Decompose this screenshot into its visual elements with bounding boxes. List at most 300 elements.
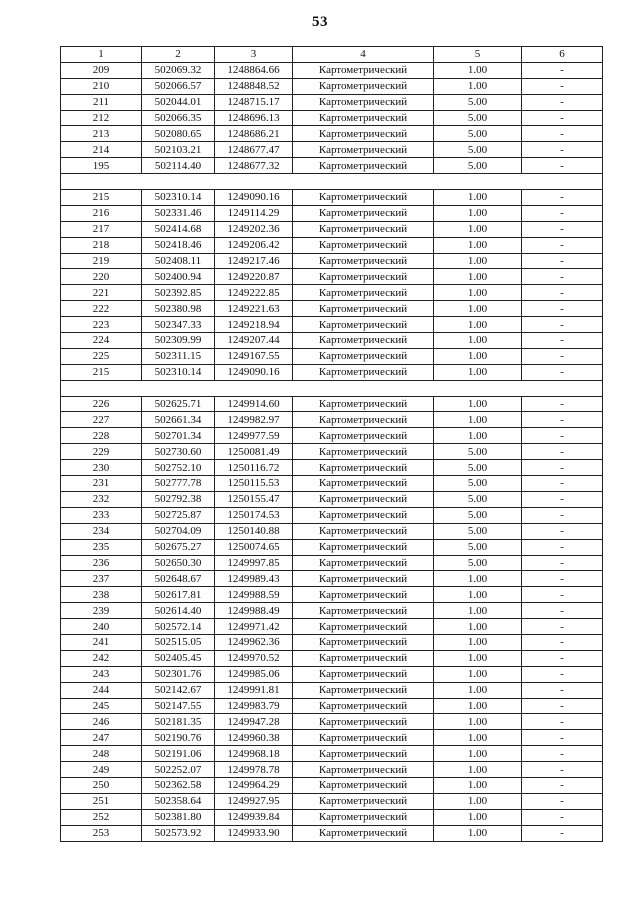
table-row — [61, 555, 603, 571]
cell-point-number: 216 — [61, 205, 142, 221]
cell-x: 502147.55 — [142, 698, 215, 714]
cell-y: 1250174.53 — [215, 507, 293, 523]
cell-accuracy: 1.00 — [434, 777, 522, 793]
cell-point-number: 242 — [61, 650, 142, 666]
cell-point-number: 245 — [61, 698, 142, 714]
cell-method: Картометрический — [293, 205, 434, 221]
cell-note: - — [522, 269, 603, 285]
cell-note: - — [522, 746, 603, 762]
table-row — [61, 285, 603, 301]
table-row — [61, 666, 603, 682]
cell-x: 502418.46 — [142, 237, 215, 253]
table-row — [61, 634, 603, 650]
table-row — [61, 110, 603, 126]
table-row — [61, 301, 603, 317]
cell-method: Картометрический — [293, 221, 434, 237]
cell-point-number: 221 — [61, 285, 142, 301]
cell-accuracy: 5.00 — [434, 539, 522, 555]
cell-point-number: 252 — [61, 809, 142, 825]
cell-y: 1249968.18 — [215, 746, 293, 762]
cell-method: Картометрический — [293, 269, 434, 285]
cell-note: - — [522, 587, 603, 603]
cell-y: 1249982.97 — [215, 412, 293, 428]
cell-accuracy: 1.00 — [434, 348, 522, 364]
cell-accuracy: 1.00 — [434, 809, 522, 825]
cell-y: 1249960.38 — [215, 730, 293, 746]
cell-method: Картометрический — [293, 317, 434, 333]
cell-accuracy: 1.00 — [434, 714, 522, 730]
cell-method: Картометрический — [293, 714, 434, 730]
cell-point-number: 249 — [61, 762, 142, 778]
cell-accuracy: 1.00 — [434, 285, 522, 301]
cell-y: 1250074.65 — [215, 539, 293, 555]
cell-x: 502617.81 — [142, 587, 215, 603]
cell-point-number: 240 — [61, 619, 142, 635]
cell-note: - — [522, 396, 603, 412]
cell-point-number: 237 — [61, 571, 142, 587]
cell-y: 1249167.55 — [215, 348, 293, 364]
cell-point-number: 214 — [61, 142, 142, 158]
cell-x: 502675.27 — [142, 539, 215, 555]
cell-y: 1249202.36 — [215, 221, 293, 237]
cell-accuracy: 1.00 — [434, 364, 522, 380]
cell-method: Картометрический — [293, 460, 434, 476]
table-row — [61, 491, 603, 507]
table-row — [61, 507, 603, 523]
cell-x: 502414.68 — [142, 221, 215, 237]
cell-method: Картометрический — [293, 364, 434, 380]
cell-y: 1249206.42 — [215, 237, 293, 253]
cell-accuracy: 5.00 — [434, 491, 522, 507]
cell-x: 502301.76 — [142, 666, 215, 682]
cell-method: Картометрический — [293, 523, 434, 539]
cell-x: 502777.78 — [142, 476, 215, 492]
cell-point-number: 247 — [61, 730, 142, 746]
cell-point-number: 223 — [61, 317, 142, 333]
cell-point-number: 250 — [61, 777, 142, 793]
cell-note: - — [522, 78, 603, 94]
cell-accuracy: 5.00 — [434, 555, 522, 571]
cell-note: - — [522, 142, 603, 158]
cell-point-number: 217 — [61, 221, 142, 237]
cell-accuracy: 1.00 — [434, 78, 522, 94]
table-row — [61, 603, 603, 619]
cell-y: 1249977.59 — [215, 428, 293, 444]
cell-method: Картометрический — [293, 428, 434, 444]
cell-accuracy: 1.00 — [434, 666, 522, 682]
cell-point-number: 213 — [61, 126, 142, 142]
cell-y: 1249985.06 — [215, 666, 293, 682]
table-row — [61, 428, 603, 444]
cell-note: - — [522, 110, 603, 126]
cell-accuracy: 1.00 — [434, 62, 522, 78]
cell-note: - — [522, 762, 603, 778]
table-row — [61, 62, 603, 78]
cell-x: 502142.67 — [142, 682, 215, 698]
cell-accuracy: 1.00 — [434, 587, 522, 603]
cell-y: 1249090.16 — [215, 364, 293, 380]
table-row — [61, 348, 603, 364]
cell-y: 1248848.52 — [215, 78, 293, 94]
cell-point-number: 246 — [61, 714, 142, 730]
cell-method: Картометрический — [293, 650, 434, 666]
cell-y: 1248715.17 — [215, 94, 293, 110]
cell-y: 1249222.85 — [215, 285, 293, 301]
cell-note: - — [522, 126, 603, 142]
table-row — [61, 396, 603, 412]
column-header-point-number: 1 — [61, 47, 142, 63]
cell-note: - — [522, 619, 603, 635]
cell-y: 1249978.78 — [215, 762, 293, 778]
cell-method: Картометрический — [293, 746, 434, 762]
cell-accuracy: 1.00 — [434, 396, 522, 412]
cell-accuracy: 1.00 — [434, 793, 522, 809]
table-row — [61, 809, 603, 825]
cell-accuracy: 5.00 — [434, 444, 522, 460]
cell-point-number: 232 — [61, 491, 142, 507]
cell-y: 1250140.88 — [215, 523, 293, 539]
cell-y: 1249964.29 — [215, 777, 293, 793]
cell-accuracy: 1.00 — [434, 237, 522, 253]
table-row — [61, 205, 603, 221]
cell-accuracy: 1.00 — [434, 825, 522, 841]
cell-accuracy: 1.00 — [434, 205, 522, 221]
cell-method: Картометрический — [293, 301, 434, 317]
table-row — [61, 650, 603, 666]
table-row — [61, 698, 603, 714]
cell-method: Картометрический — [293, 190, 434, 206]
cell-accuracy: 5.00 — [434, 158, 522, 174]
cell-accuracy: 1.00 — [434, 221, 522, 237]
cell-method: Картометрический — [293, 587, 434, 603]
cell-point-number: 210 — [61, 78, 142, 94]
cell-point-number: 225 — [61, 348, 142, 364]
cell-method: Картометрический — [293, 682, 434, 698]
table-body — [61, 62, 603, 841]
cell-y: 1249988.59 — [215, 587, 293, 603]
cell-x: 502347.33 — [142, 317, 215, 333]
cell-x: 502331.46 — [142, 205, 215, 221]
cell-y: 1249947.28 — [215, 714, 293, 730]
cell-x: 502405.45 — [142, 650, 215, 666]
cell-y: 1248686.21 — [215, 126, 293, 142]
table-row — [61, 825, 603, 841]
cell-accuracy: 5.00 — [434, 110, 522, 126]
table-header — [61, 47, 603, 63]
cell-accuracy: 5.00 — [434, 94, 522, 110]
cell-note: - — [522, 682, 603, 698]
cell-x: 502191.06 — [142, 746, 215, 762]
cell-point-number: 195 — [61, 158, 142, 174]
cell-note: - — [522, 285, 603, 301]
cell-point-number: 220 — [61, 269, 142, 285]
cell-note: - — [522, 777, 603, 793]
cell-y: 1249989.43 — [215, 571, 293, 587]
table-row — [61, 539, 603, 555]
cell-accuracy: 5.00 — [434, 142, 522, 158]
cell-note: - — [522, 491, 603, 507]
cell-x: 502648.67 — [142, 571, 215, 587]
cell-y: 1250155.47 — [215, 491, 293, 507]
cell-note: - — [522, 634, 603, 650]
cell-x: 502066.57 — [142, 78, 215, 94]
cell-note: - — [522, 428, 603, 444]
separator-cell — [61, 380, 603, 396]
cell-method: Картометрический — [293, 730, 434, 746]
cell-x: 502752.10 — [142, 460, 215, 476]
cell-accuracy: 1.00 — [434, 619, 522, 635]
cell-note: - — [522, 476, 603, 492]
table-row — [61, 126, 603, 142]
cell-accuracy: 1.00 — [434, 698, 522, 714]
cell-y: 1249991.81 — [215, 682, 293, 698]
cell-method: Картометрический — [293, 285, 434, 301]
table-row — [61, 762, 603, 778]
cell-note: - — [522, 412, 603, 428]
cell-method: Картометрический — [293, 555, 434, 571]
cell-method: Картометрический — [293, 110, 434, 126]
cell-y: 1249970.52 — [215, 650, 293, 666]
header-row — [61, 47, 603, 63]
table-row — [61, 746, 603, 762]
column-header-note: 6 — [522, 47, 603, 63]
cell-method: Картометрический — [293, 158, 434, 174]
cell-y: 1248696.13 — [215, 110, 293, 126]
cell-accuracy: 1.00 — [434, 571, 522, 587]
cell-x: 502515.05 — [142, 634, 215, 650]
cell-method: Картометрический — [293, 809, 434, 825]
cell-point-number: 229 — [61, 444, 142, 460]
cell-method: Картометрический — [293, 507, 434, 523]
cell-accuracy: 1.00 — [434, 762, 522, 778]
cell-point-number: 215 — [61, 364, 142, 380]
cell-accuracy: 1.00 — [434, 269, 522, 285]
cell-y: 1250116.72 — [215, 460, 293, 476]
table-row — [61, 523, 603, 539]
cell-y: 1249933.90 — [215, 825, 293, 841]
cell-accuracy: 1.00 — [434, 730, 522, 746]
cell-note: - — [522, 317, 603, 333]
cell-point-number: 209 — [61, 62, 142, 78]
cell-point-number: 211 — [61, 94, 142, 110]
cell-point-number: 234 — [61, 523, 142, 539]
cell-note: - — [522, 698, 603, 714]
cell-note: - — [522, 221, 603, 237]
cell-accuracy: 1.00 — [434, 603, 522, 619]
cell-note: - — [522, 650, 603, 666]
cell-method: Картометрический — [293, 491, 434, 507]
coordinates-table — [60, 46, 603, 842]
cell-x: 502114.40 — [142, 158, 215, 174]
cell-point-number: 226 — [61, 396, 142, 412]
cell-method: Картометрический — [293, 539, 434, 555]
cell-y: 1250081.49 — [215, 444, 293, 460]
table-row — [61, 444, 603, 460]
cell-note: - — [522, 94, 603, 110]
cell-accuracy: 1.00 — [434, 634, 522, 650]
cell-point-number: 215 — [61, 190, 142, 206]
cell-x: 502310.14 — [142, 190, 215, 206]
cell-x: 502080.65 — [142, 126, 215, 142]
cell-note: - — [522, 555, 603, 571]
cell-point-number: 244 — [61, 682, 142, 698]
cell-note: - — [522, 333, 603, 349]
cell-x: 502392.85 — [142, 285, 215, 301]
cell-note: - — [522, 364, 603, 380]
column-header-y: 3 — [215, 47, 293, 63]
cell-note: - — [522, 523, 603, 539]
cell-y: 1249114.29 — [215, 205, 293, 221]
cell-note: - — [522, 571, 603, 587]
cell-x: 502572.14 — [142, 619, 215, 635]
cell-point-number: 238 — [61, 587, 142, 603]
cell-point-number: 236 — [61, 555, 142, 571]
cell-y: 1249914.60 — [215, 396, 293, 412]
cell-method: Картометрический — [293, 476, 434, 492]
cell-note: - — [522, 253, 603, 269]
separator-cell — [61, 174, 603, 190]
cell-x: 502066.35 — [142, 110, 215, 126]
cell-point-number: 239 — [61, 603, 142, 619]
cell-point-number: 219 — [61, 253, 142, 269]
cell-note: - — [522, 158, 603, 174]
cell-accuracy: 1.00 — [434, 650, 522, 666]
cell-y: 1248677.32 — [215, 158, 293, 174]
table-row — [61, 94, 603, 110]
cell-y: 1249207.44 — [215, 333, 293, 349]
cell-note: - — [522, 666, 603, 682]
cell-note: - — [522, 809, 603, 825]
cell-point-number: 224 — [61, 333, 142, 349]
cell-note: - — [522, 714, 603, 730]
cell-method: Картометрический — [293, 62, 434, 78]
cell-x: 502311.15 — [142, 348, 215, 364]
cell-method: Картометрический — [293, 126, 434, 142]
cell-point-number: 230 — [61, 460, 142, 476]
cell-method: Картометрический — [293, 237, 434, 253]
cell-method: Картометрический — [293, 634, 434, 650]
table-row — [61, 142, 603, 158]
cell-note: - — [522, 603, 603, 619]
cell-y: 1249997.85 — [215, 555, 293, 571]
cell-y: 1248864.66 — [215, 62, 293, 78]
table-row — [61, 619, 603, 635]
cell-point-number: 227 — [61, 412, 142, 428]
cell-method: Картометрический — [293, 253, 434, 269]
cell-x: 502730.60 — [142, 444, 215, 460]
cell-method: Картометрический — [293, 698, 434, 714]
cell-accuracy: 1.00 — [434, 746, 522, 762]
cell-accuracy: 1.00 — [434, 317, 522, 333]
cell-method: Картометрический — [293, 412, 434, 428]
cell-note: - — [522, 825, 603, 841]
cell-accuracy: 1.00 — [434, 428, 522, 444]
cell-x: 502704.09 — [142, 523, 215, 539]
cell-x: 502614.40 — [142, 603, 215, 619]
cell-x: 502252.07 — [142, 762, 215, 778]
cell-point-number: 233 — [61, 507, 142, 523]
cell-y: 1249983.79 — [215, 698, 293, 714]
cell-y: 1249988.49 — [215, 603, 293, 619]
cell-accuracy: 5.00 — [434, 476, 522, 492]
separator-row — [61, 174, 603, 190]
table-row — [61, 253, 603, 269]
cell-y: 1249927.95 — [215, 793, 293, 809]
cell-x: 502044.01 — [142, 94, 215, 110]
cell-point-number: 251 — [61, 793, 142, 809]
cell-method: Картометрический — [293, 571, 434, 587]
cell-method: Картометрический — [293, 333, 434, 349]
table-row — [61, 221, 603, 237]
table-row — [61, 476, 603, 492]
cell-y: 1250115.53 — [215, 476, 293, 492]
cell-x: 502725.87 — [142, 507, 215, 523]
cell-x: 502381.80 — [142, 809, 215, 825]
cell-accuracy: 5.00 — [434, 126, 522, 142]
table-row — [61, 269, 603, 285]
cell-accuracy: 5.00 — [434, 460, 522, 476]
cell-accuracy: 1.00 — [434, 253, 522, 269]
cell-point-number: 243 — [61, 666, 142, 682]
cell-method: Картометрический — [293, 619, 434, 635]
cell-y: 1249221.63 — [215, 301, 293, 317]
cell-x: 502069.32 — [142, 62, 215, 78]
table-row — [61, 333, 603, 349]
cell-y: 1249939.84 — [215, 809, 293, 825]
cell-note: - — [522, 460, 603, 476]
table-row — [61, 587, 603, 603]
table-row — [61, 777, 603, 793]
cell-y: 1249962.36 — [215, 634, 293, 650]
table-row — [61, 158, 603, 174]
page-number: 53 — [312, 14, 328, 30]
table-row — [61, 714, 603, 730]
cell-method: Картометрический — [293, 142, 434, 158]
cell-x: 502181.35 — [142, 714, 215, 730]
cell-x: 502310.14 — [142, 364, 215, 380]
cell-x: 502400.94 — [142, 269, 215, 285]
cell-y: 1249218.94 — [215, 317, 293, 333]
cell-x: 502358.64 — [142, 793, 215, 809]
cell-y: 1249220.87 — [215, 269, 293, 285]
cell-note: - — [522, 205, 603, 221]
column-header-accuracy: 5 — [434, 47, 522, 63]
table-row — [61, 571, 603, 587]
table-row — [61, 730, 603, 746]
cell-x: 502408.11 — [142, 253, 215, 269]
cell-accuracy: 5.00 — [434, 507, 522, 523]
cell-method: Картометрический — [293, 777, 434, 793]
cell-note: - — [522, 301, 603, 317]
table-row — [61, 317, 603, 333]
cell-note: - — [522, 348, 603, 364]
cell-x: 502625.71 — [142, 396, 215, 412]
cell-note: - — [522, 237, 603, 253]
cell-point-number: 253 — [61, 825, 142, 841]
cell-point-number: 235 — [61, 539, 142, 555]
cell-note: - — [522, 539, 603, 555]
cell-note: - — [522, 444, 603, 460]
column-header-x: 2 — [142, 47, 215, 63]
cell-x: 502573.92 — [142, 825, 215, 841]
cell-method: Картометрический — [293, 793, 434, 809]
cell-accuracy: 5.00 — [434, 523, 522, 539]
cell-y: 1249217.46 — [215, 253, 293, 269]
table-row — [61, 190, 603, 206]
cell-method: Картометрический — [293, 603, 434, 619]
cell-point-number: 212 — [61, 110, 142, 126]
cell-note: - — [522, 507, 603, 523]
